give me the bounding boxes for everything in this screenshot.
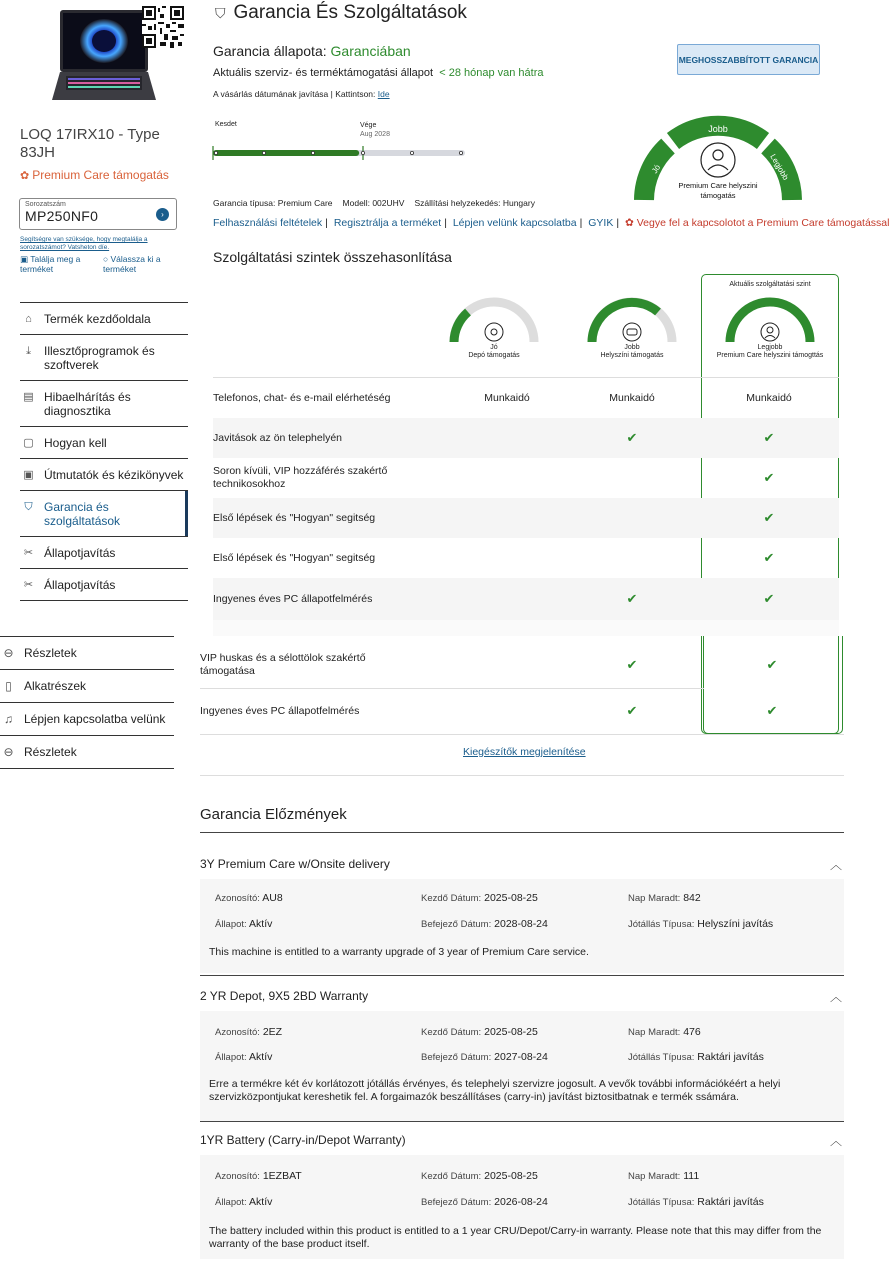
timeline-end-label: Vége	[360, 122, 377, 129]
faq-link[interactable]: GYIK	[588, 217, 614, 229]
type-value: Raktári javítás	[697, 1051, 764, 1063]
start-value: 2025-08-25	[484, 1170, 538, 1182]
comparison-row-label: Első lépések és "Hogyan" segitség	[213, 551, 376, 564]
serial-submit-icon[interactable]: ›	[156, 208, 169, 221]
comparison-row-label: Soron kívüli, VIP hozzáférés szakértő technikosokhoz	[213, 465, 388, 490]
end-label: Befejező Dátum:	[421, 1197, 492, 1208]
type-value: Raktári javítás	[697, 1196, 764, 1208]
tier-good-name: Jó	[490, 344, 498, 351]
timeline-progress	[213, 150, 359, 156]
ship-label: Szállítási helyzekedés:	[414, 198, 501, 208]
sidebar-item-label: Részletek	[24, 646, 77, 660]
diagnostics-icon: ▤	[23, 391, 34, 403]
sidebar-item-label: Illesztőprogramok és szoftverek	[44, 344, 155, 372]
manual-icon: ▣	[23, 469, 34, 481]
tier-good	[444, 298, 544, 360]
sidebar-item-label: Részletek	[24, 745, 77, 759]
end-value: 2027-08-24	[494, 1051, 548, 1063]
state-label: Állapot:	[215, 919, 247, 930]
comparison-cell-best: Munkaidó	[746, 392, 792, 404]
contact-link[interactable]: Lépjen velünk kapcsolatba	[452, 217, 577, 229]
state-value: Aktív	[249, 1051, 273, 1063]
comparison-row	[200, 690, 843, 732]
shield-icon: ⛉	[215, 4, 226, 21]
type-label: Jótállás Típusa:	[628, 1197, 695, 1208]
chevron-up-icon[interactable]: ︿	[829, 989, 842, 1004]
start-label: Kezdő Dátum:	[421, 1171, 482, 1182]
warranty-status-value: Garanciában	[330, 43, 411, 59]
warranty-links: Felhasználási feltételek | Regisztrálja a terméket | Lépjen velünk kapcsolatba | GYIK | ✿ Vegye fel a kapcsolotot a Premium Care támogatással	[213, 217, 889, 229]
sidebar-item-label: Hogyan kell	[44, 436, 107, 450]
tier-good-sub: Depó támogatás	[468, 352, 520, 359]
headset-icon: ♫	[4, 712, 13, 726]
timeline-end-date: Aug 2028	[360, 131, 390, 138]
qr-code	[142, 6, 184, 48]
terms-link[interactable]: Felhasználási feltételek	[213, 217, 323, 229]
sidebar-item-drivers[interactable]	[20, 334, 188, 380]
sidebar-item-repair[interactable]	[20, 536, 188, 568]
model-label: Modell:	[342, 198, 370, 208]
comparison-cell-good: Munkaidó	[484, 392, 530, 404]
comparison-row-label: Telefonos, chat- és e-mail elérhetéség	[213, 391, 391, 404]
history-entry-description: This machine is entitled to a warranty upgrade of 3 year of Premium Care service.	[209, 946, 589, 958]
start-label: Kezdő Dátum:	[421, 893, 482, 904]
comparison-row	[213, 418, 839, 458]
comparison-row	[213, 538, 839, 578]
serial-number-label: Sorozatszám	[25, 201, 66, 208]
home-icon: ⌂	[25, 313, 32, 325]
sidebar-nav-secondary	[0, 636, 174, 769]
sidebar-item-contact[interactable]	[0, 702, 174, 735]
warranty-info-row	[213, 198, 535, 208]
warranty-timeline	[211, 146, 467, 160]
tier-better-sub: Helyszíni támogatás	[600, 352, 664, 359]
tools-icon: ✂	[23, 579, 34, 591]
sidebar-item-home[interactable]	[20, 302, 188, 334]
support-status	[213, 67, 544, 79]
dots-icon: ⊖	[3, 646, 14, 660]
register-link[interactable]: Regisztrálja a terméket	[333, 217, 442, 229]
page-title	[215, 2, 467, 24]
history-entry-header[interactable]	[200, 849, 844, 879]
show-addons-link[interactable]: Kiegészítők megjelenítése	[463, 746, 586, 758]
book-icon: ▢	[23, 437, 34, 449]
sidebar-item-label: Állapotjavítás	[44, 546, 116, 560]
find-product-icon: ▣	[20, 254, 31, 264]
battery-icon: ▯	[5, 679, 12, 693]
comparison-row-label: Javitások az ön telephelyén	[213, 431, 342, 444]
history-entry-body	[200, 1011, 844, 1121]
serial-number-field[interactable]	[19, 198, 177, 230]
sidebar-item-label: Termék kezdőoldala	[44, 312, 151, 326]
id-value: 1EZBAT	[262, 1170, 302, 1182]
history-entry	[200, 981, 844, 1121]
end-value: 2026-08-24	[494, 1196, 548, 1208]
check-icon: ✔	[763, 470, 775, 485]
check-icon: ✔	[763, 591, 775, 606]
comparison-row-label: Első lépések és "Hogyan" segitség	[213, 511, 376, 524]
tier-better	[582, 298, 682, 360]
comparison-row	[213, 458, 839, 498]
chevron-up-icon[interactable]: ︿	[829, 1133, 842, 1148]
history-entry-body	[200, 879, 844, 973]
check-icon: ✔	[626, 703, 638, 718]
history-entry	[200, 849, 844, 973]
type-label: Jótállás Típusa:	[628, 919, 695, 930]
id-label: Azonosító:	[215, 893, 260, 904]
type-label: Garancia típusa:	[213, 198, 276, 208]
warranty-status	[213, 43, 411, 59]
gauge-center-line1: Premium Care helyszini	[678, 181, 758, 190]
sidebar-item-label: Hibaelhárítás és diagnosztika	[44, 390, 131, 418]
product-model-title: LOQ 17IRX10 - Type 83JH	[20, 126, 160, 161]
history-entry-name: 2 YR Depot, 9X5 2BD Warranty	[200, 989, 369, 1003]
comparison-row	[213, 578, 839, 620]
premium-contact-label: Vegye fel a kapcsolotot a Premium Care támogatással	[636, 217, 889, 229]
serial-number-value[interactable]: MP250NF0	[25, 208, 99, 224]
dots-icon: ⊖	[3, 745, 14, 759]
state-label: Állapot:	[215, 1197, 247, 1208]
check-icon: ✔	[626, 430, 638, 445]
sidebar-item-parts[interactable]	[0, 669, 174, 702]
comparison-row	[200, 643, 843, 687]
history-entry-name: 1YR Battery (Carry-in/Depot Warranty)	[200, 1133, 406, 1147]
comparison-row	[213, 498, 839, 538]
tier-best	[713, 298, 827, 360]
sidebar-item-label: Útmutatók és kézikönyvek	[44, 468, 184, 482]
model-value: 002UHV	[372, 198, 405, 208]
days-value: 842	[683, 892, 701, 904]
history-entry-description: The battery included within this product is entitled to a 1 year CRU/Depot/Carry-in warranty. Please note that this may differ from the warranty of the base product itself.	[209, 1225, 822, 1250]
download-icon: ⤓	[26, 345, 31, 357]
end-label: Befejező Dátum:	[421, 1052, 492, 1063]
days-value: 476	[683, 1026, 701, 1038]
select-product-label: Válassza ki a terméket	[103, 254, 161, 274]
gauge-label-better: Jobb	[708, 124, 728, 134]
start-value: 2025-08-25	[484, 1026, 538, 1038]
page-title-text: Garancia És Szolgáltatások	[233, 2, 467, 23]
sidebar-item-troubleshooting[interactable]	[20, 380, 188, 426]
days-label: Nap Maradt:	[628, 893, 681, 904]
purchase-date-text: A vásárlás dátumának javítása | Kattintson:	[213, 89, 376, 99]
tier-better-gauge	[584, 298, 680, 344]
end-label: Befejező Dátum:	[421, 919, 492, 930]
gauge-label-good: Jó	[650, 163, 663, 176]
id-value: 2EZ	[262, 1026, 283, 1038]
serial-help-link[interactable]: Segítségre van szüksége, hogy megtalálja a sorozatszámot? Vatsheton díe.	[20, 236, 148, 251]
comparison-row-label: VIP huskas és a sélottölok szakértő támogatása	[200, 652, 366, 677]
premium-contact-link[interactable]	[625, 217, 889, 229]
extended-warranty-button[interactable]: MEGHOSSZABBÍTOTT GARANCIA	[677, 44, 820, 75]
warranty-status-label: Garancia állapota:	[213, 43, 327, 59]
check-icon: ✔	[626, 591, 638, 606]
history-entry-body	[200, 1155, 844, 1259]
tier-better-name: Jobb	[624, 344, 640, 351]
type-label: Jótállás Típusa:	[628, 1052, 695, 1063]
days-value: 111	[683, 1170, 700, 1182]
type-value: Premium Care	[277, 198, 333, 208]
check-icon: ✔	[763, 510, 775, 525]
sidebar-item-warranty[interactable]	[20, 490, 188, 536]
select-product-icon: ○	[103, 254, 111, 264]
find-product-label: Találja meg a terméket	[20, 254, 81, 274]
premium-care-link[interactable]	[20, 168, 169, 182]
sidebar-item-repair-2[interactable]	[20, 568, 188, 600]
comparison-row	[213, 378, 839, 418]
sidebar-item-label: Lépjen kapcsolatba velünk	[24, 712, 166, 726]
sidebar-item-details-2[interactable]	[0, 735, 174, 768]
history-entry-header[interactable]	[200, 981, 844, 1011]
sidebar-item-label: Alkatrészek	[24, 679, 87, 693]
history-entry	[200, 1125, 844, 1259]
start-label: Kezdő Dátum:	[421, 1027, 482, 1038]
shield-icon: ⛉	[24, 501, 33, 513]
comparison-row-label: Ingyenes éves PC állapotfelmérés	[213, 592, 373, 605]
premium-contact-icon: ✿	[625, 217, 634, 229]
tools-icon: ✂	[23, 547, 34, 559]
history-entry-header[interactable]	[200, 1125, 844, 1155]
check-icon: ✔	[626, 657, 638, 672]
support-status-label: Aktuális szerviz- és terméktámogatási állapot	[213, 67, 434, 79]
sidebar-nav	[20, 302, 188, 601]
current-level-label: Aktuális szolgáltatási szint	[729, 281, 811, 288]
check-icon: ✔	[763, 550, 775, 565]
history-entry-description: Erre a termékre két év korlátozott jótállás érvényes, és telephelyi szervizre jogosult. A vevők további információkéért a helyi szervizközpontjukat kereshetik fel. A forgaimazók beszállításes (carry-in) javítást biztositbatnak e termék ssámára.	[209, 1078, 781, 1103]
history-title: Garancia Előzmények	[200, 806, 347, 823]
history-entry-name: 3Y Premium Care w/Onsite delivery	[200, 857, 390, 871]
tier-best-gauge	[722, 298, 818, 344]
support-status-value: < 28 hónap van hátra	[439, 67, 544, 79]
gauge-label-best: Legjobb	[768, 152, 791, 182]
ship-value: Hungary	[502, 198, 535, 208]
tier-best-sub: Premium Care helyszini támogttás	[716, 352, 824, 359]
service-level-gauge	[632, 114, 804, 206]
purchase-date-link[interactable]: Ide	[377, 89, 390, 99]
tier-best-name: Legjobb	[757, 344, 783, 351]
id-value: AU8	[262, 892, 283, 904]
check-icon: ✔	[766, 657, 778, 672]
end-value: 2028-08-24	[494, 918, 548, 930]
timeline-end	[360, 121, 390, 139]
state-label: Állapot:	[215, 1052, 247, 1063]
sidebar-item-label: Állapotjavítás	[44, 578, 116, 592]
comparison-cell-better: Munkaidó	[609, 392, 655, 404]
premium-care-icon: ✿	[20, 169, 30, 182]
timeline-start-label: Kesdet	[215, 121, 237, 128]
type-value: Helyszíni javítás	[697, 918, 774, 930]
id-label: Azonosító:	[215, 1171, 260, 1182]
find-product-link[interactable]	[20, 254, 95, 274]
sidebar-item-howto[interactable]	[20, 426, 188, 458]
comparison-row-cutoff	[213, 620, 839, 636]
days-label: Nap Maradt:	[628, 1027, 681, 1038]
state-value: Aktív	[249, 918, 273, 930]
check-icon: ✔	[763, 430, 775, 445]
select-product-link[interactable]	[103, 254, 178, 274]
purchase-date-line	[213, 89, 390, 99]
start-value: 2025-08-25	[484, 892, 538, 904]
days-label: Nap Maradt:	[628, 1171, 681, 1182]
id-label: Azonosító:	[215, 1027, 260, 1038]
tier-good-gauge	[446, 298, 542, 344]
sidebar-item-manuals[interactable]	[20, 458, 188, 490]
sidebar-item-details[interactable]	[0, 636, 174, 669]
state-value: Aktív	[249, 1196, 273, 1208]
laptop-image	[52, 8, 156, 106]
check-icon: ✔	[766, 703, 778, 718]
sidebar-item-label: Garancia és szolgáltatások	[44, 500, 121, 528]
chevron-up-icon[interactable]: ︿	[829, 857, 842, 872]
premium-care-label: Premium Care támogatás	[32, 168, 169, 182]
comparison-row-label: Ingyenes éves PC állapotfelmérés	[200, 704, 360, 717]
comparison-title: Szolgáltatási szintek összehasonlítása	[213, 249, 452, 265]
gauge-center-line2: támogatás	[700, 191, 736, 200]
